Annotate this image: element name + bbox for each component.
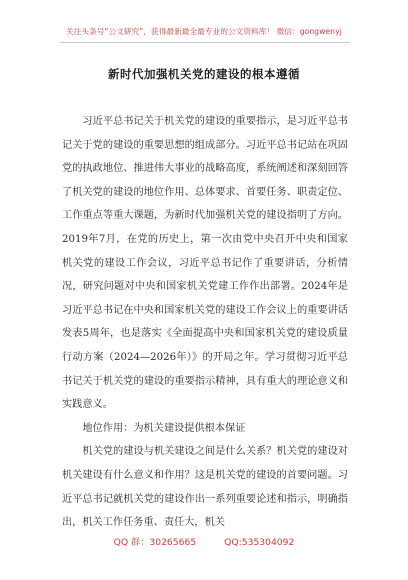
body-paragraph-1: 习近平总书记关于机关党的建设的重要指示，是习近平总书记关于党的建设的重要思想的组成部分。习近平总书记站在巩固党的执政地位、推进伟大事业的战略高度，系统阐述和深刻回答了机关党的建设的地位作用、总体要求、首要任务、职责定位、工作重点等重大课题，为新时代加强机关党的建设指明了方向。2019年7月，在党的历史上，第一次由党中央召开中央和国家机关党的建设工作会议，习近平总书记作了重要讲话，分析情况，研究问题对中央和国家机关党建工作作出部署。2024年是习近平总书记在中央和国家机关党的建设工作会议上的重要讲话发表5周年，也是落实《全面提高中央和国家机关党的建设质量行动方案（2024—2026年）》的开局之年。学习贯彻习近平总书记关于机关党的建设的重要指示精神，具有重大的理论意义和实践意义。 (62, 116, 348, 411)
header-divider (60, 42, 350, 43)
section-subheading: 地位作用：为机关建设提供根本保证 (82, 422, 246, 434)
body-paragraph-2: 机关党的建设与机关建设之间是什么关系？机关党的建设对机关建设有什么意义和作用？这是机关党的建设的首要问题。习近平总书记就机关党的建设作出一系列重要论述和指示，明确指出，机关工作任务重、责任大，机关 (62, 446, 348, 529)
document-title: 新时代加强机关党的建设的根本遵循 (108, 67, 300, 81)
footer-contact (0, 534, 408, 548)
document-body (62, 110, 348, 535)
footer-qq: QQ:535304092 (224, 537, 295, 548)
header-promo-note: 关注头条号“公文研究”，获得最新最全最专业的公文资料库！ 微信：gongwenyj (66, 27, 342, 36)
footer-qq-group: QQ 群：30265665 (113, 537, 197, 548)
